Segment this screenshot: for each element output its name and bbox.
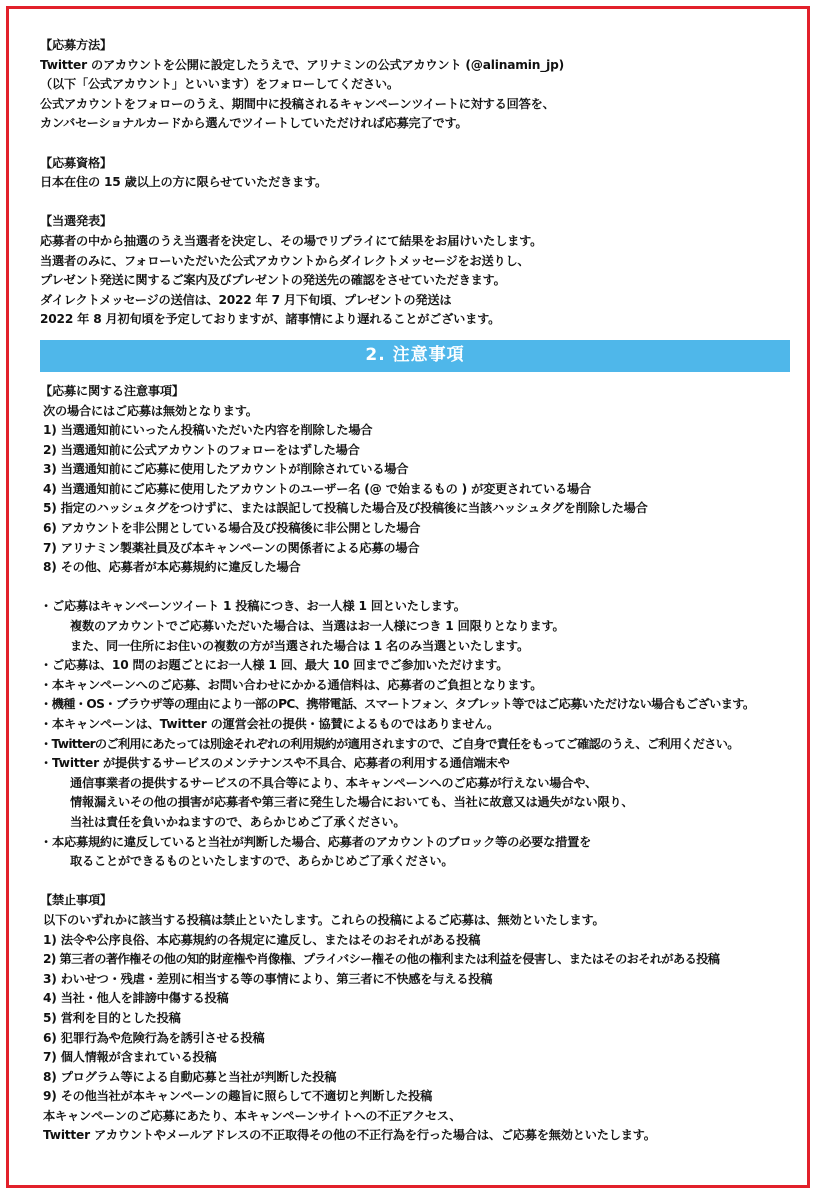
list-item: 5) 営利を目的とした投稿 — [43, 1010, 181, 1025]
note-continuation: 取ることができるものといたしますので、あらかじめご了承ください。 — [70, 854, 454, 869]
note-continuation: 情報漏えいその他の損害が応募者や第三者に発生した場合においても、当社に故意又は過失がない限り、 — [70, 795, 634, 810]
announcement-line: 当選者のみに、フォローいただいた公式アカウントからダイレクトメッセージをお送りし、 — [40, 253, 530, 268]
section-announcement — [40, 212, 790, 330]
list-item: 4) 当社・他人を誹謗中傷する投稿 — [43, 991, 229, 1006]
cautions-intro: 次の場合にはご応募は無効となります。 — [43, 403, 258, 418]
note-continuation: また、同一住所にお住いの複数の方が当選された場合は 1 名のみ当選といたします。 — [70, 638, 529, 653]
announcement-line: ダイレクトメッセージの送信は、2022 年 7 月下旬頃、プレゼントの発送は — [40, 292, 452, 307]
section-cautions — [40, 382, 790, 578]
list-item: 1) 当選通知前にいったん投稿いただいた内容を削除した場合 — [43, 423, 373, 438]
list-item: 9) その他当社が本キャンペーンの趣旨に照らして不適切と判断した投稿 — [43, 1089, 433, 1104]
note-bullet: ・本キャンペーンは、Twitter の運営会社の提供・協賛によるものではありません。 — [40, 717, 500, 731]
section-eligibility — [40, 154, 790, 193]
list-item: 2) 当選通知前に公式アカウントのフォローをはずした場合 — [43, 442, 360, 457]
eligibility-line: 日本在住の 15 歳以上の方に限らせていただきます。 — [40, 175, 328, 190]
list-item: 6) 犯罪行為や危険行為を誘引させる投稿 — [43, 1030, 265, 1045]
section-prohibited — [40, 891, 790, 1146]
note-bullet: ・本キャンペーンへのご応募、お問い合わせにかかる通信料は、応募者のご負担となります。 — [40, 677, 543, 692]
announcement-heading: 【当選発表】 — [40, 214, 112, 229]
list-item: 4) 当選通知前にご応募に使用したアカウントのユーザー名 (@ で始まるもの ) が変更されている場合 — [43, 481, 591, 496]
prohibited-heading: 【禁止事項】 — [40, 893, 112, 908]
document-body — [40, 36, 790, 1146]
prohibited-closing: Twitter アカウントやメールアドレスの不正取得その他の不正行為を行った場合は、ご応募を無効といたします。 — [43, 1128, 656, 1143]
method-heading: 【応募方法】 — [40, 38, 112, 52]
method-line: （以下「公式アカウント」といいます）をフォローしてください。 — [40, 77, 399, 92]
list-item: 1) 法令や公序良俗、本応募規約の各規定に違反し、またはそのおそれがある投稿 — [43, 932, 481, 947]
cautions-heading: 【応募に関する注意事項】 — [40, 383, 184, 398]
note-bullet: ・本応募規約に違反していると当社が判断した場合、応募者のアカウントのブロック等の必要な措置を — [40, 834, 592, 849]
list-item: 3) わいせつ・残虐・差別に相当する等の事情により、第三者に不快感を与える投稿 — [43, 971, 493, 986]
note-bullet: ・ご応募はキャンペーンツイート 1 投稿につき、お一人様 1 回といたします。 — [40, 599, 466, 614]
note-continuation: 当社は責任を負いかねますので、あらかじめご了承ください。 — [70, 814, 406, 829]
note-continuation: 複数のアカウントでご応募いただいた場合は、当選はお一人様につき 1 回限りとなります。 — [70, 619, 565, 634]
note-bullet: ・機種・OS・ブラウザ等の理由により一部のPC、携帯電話、スマートフォン、タブレット等ではご応募いただけない場合もございます。 — [40, 697, 755, 712]
method-line: Twitter のアカウントを公開に設定したうえで、アリナミンの公式アカウント (@alinamin_jp) — [40, 57, 564, 72]
note-bullet: ・Twitter が提供するサービスのメンテナンスや不具合、応募者の利用する通信端末や — [40, 756, 510, 771]
note-bullet: ・ご応募は、10 問のお題ごとにお一人様 1 回、最大 10 回までご参加いただけます。 — [40, 658, 509, 673]
section-method — [40, 36, 790, 134]
list-item: 5) 指定のハッシュタグをつけずに、または誤記して投稿した場合及び投稿後に当該ハッシュタグを削除した場合 — [43, 501, 648, 516]
list-item: 6) アカウントを非公開としている場合及び投稿後に非公開とした場合 — [43, 521, 421, 536]
list-item: 7) アリナミン製薬社員及び本キャンペーンの関係者による応募の場合 — [43, 540, 420, 555]
section-notes — [40, 597, 790, 871]
announcement-line: 応募者の中から抽選のうえ当選者を決定し、その場でリプライにて結果をお届けいたします。 — [40, 233, 543, 248]
note-continuation: 通信事業者の提供するサービスの不具合等により、本キャンペーンへのご応募が行えない場合や、 — [70, 775, 597, 790]
list-item: 8) プログラム等による自動応募と当社が判断した投稿 — [43, 1069, 337, 1084]
eligibility-heading: 【応募資格】 — [40, 155, 112, 170]
list-item: 7) 個人情報が含まれている投稿 — [43, 1050, 217, 1065]
section-banner: 2. 注意事項 — [40, 340, 790, 372]
method-line: カンバセーショナルカードから選んでツイートしていただければ応募完了です。 — [40, 116, 468, 131]
list-item: 2) 第三者の著作権その他の知的財産権や肖像権、プライバシー権その他の権利または利益を侵害し、またはそのおそれがある投稿 — [43, 952, 720, 967]
prohibited-intro: 以下のいずれかに該当する投稿は禁止といたします。これらの投稿によるご応募は、無効といたします。 — [43, 912, 605, 927]
prohibited-closing: 本キャンペーンのご応募にあたり、本キャンペーンサイトへの不正アクセス、 — [43, 1108, 462, 1123]
announcement-line: 2022 年 8 月初旬頃を予定しておりますが、諸事情により遅れることがございます。 — [40, 312, 501, 327]
list-item: 8) その他、応募者が本応募規約に違反した場合 — [43, 560, 301, 575]
announcement-line: プレゼント発送に関するご案内及びプレゼントの発送先の確認をさせていただきます。 — [40, 273, 506, 288]
note-bullet: ・Twitterのご利用にあたっては別途それぞれの利用規約が適用されますので、ご自身で責任をもってご確認のうえ、ご利用ください。 — [40, 736, 739, 751]
method-line: 公式アカウントをフォローのうえ、期間中に投稿されるキャンペーンツイートに対する回答を、 — [40, 96, 555, 111]
list-item: 3) 当選通知前にご応募に使用したアカウントが削除されている場合 — [43, 462, 409, 477]
